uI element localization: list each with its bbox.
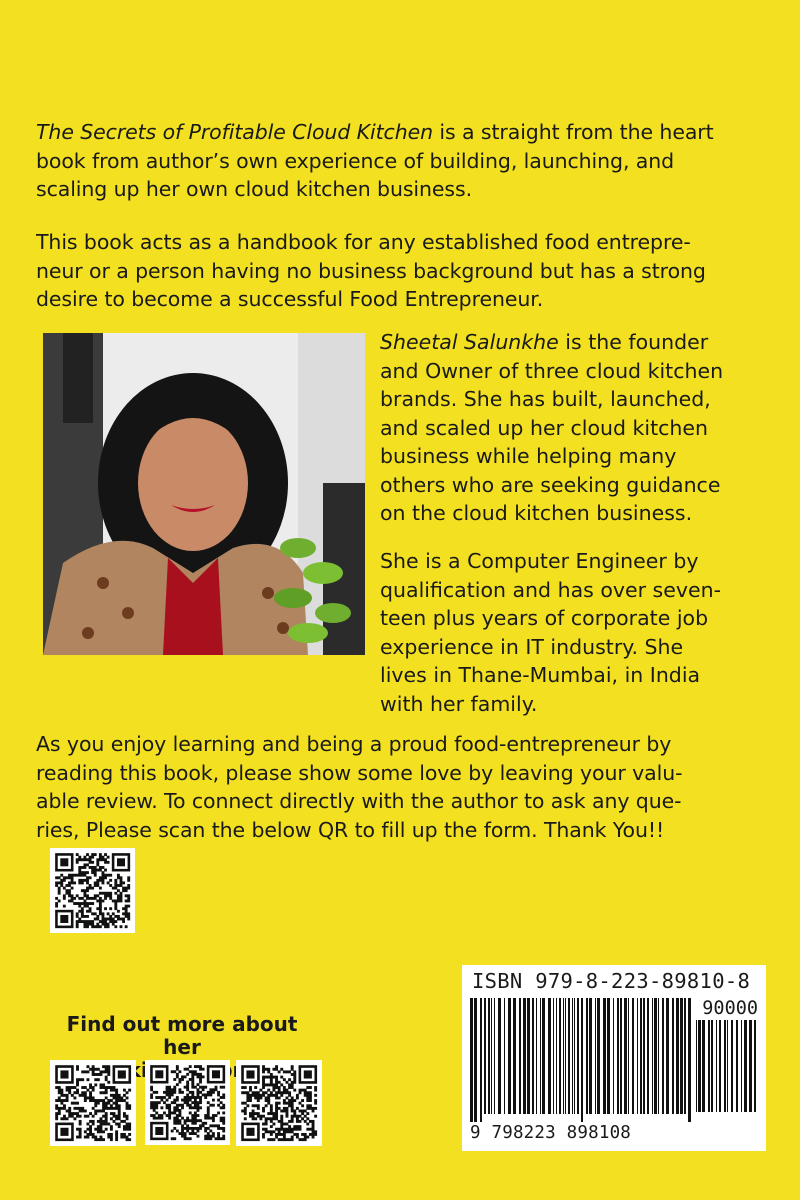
handbook-line-3: desire to become a successful Food Entrepreneur. [36,287,544,311]
author-bio-paragraph [380,328,760,528]
handbook-line-1: This book acts as a handbook for any established food entrepre- [36,230,691,254]
background-line-6: with her family. [380,691,538,716]
price-addon-barcode [696,1020,758,1120]
author-photo [43,333,365,655]
intro-paragraph [36,118,770,204]
handbook-paragraph [36,228,770,314]
brand-qr-code-2[interactable] [145,1060,230,1145]
review-line-4: ries, Please scan the below QR to fill up the form. Thank You!! [36,817,665,842]
bio-line-6: others who are seeking guidance [380,472,721,497]
bio-line-3: brands. She has built, launched, [380,387,711,411]
brands-line-1: Find out more about her [66,1012,298,1059]
background-line-5: lives in Thane-Mumbai, in India [380,663,701,687]
bio-line-4: and scaled up her cloud kitchen [380,415,709,440]
bio-line-2: and Owner of three cloud kitchen [380,358,724,383]
brand-qr-code-3[interactable] [236,1060,322,1146]
ean-barcode [470,998,692,1122]
background-line-1: She is a Computer Engineer by [380,549,699,573]
review-line-1: As you enjoy learning and being a proud food-entrepreneur by [36,732,672,756]
author-background-paragraph [380,547,760,718]
price-code: 90000 [702,998,758,1019]
bio-line-5: business while helping many [380,444,677,468]
intro-line-1: is a straight from the heart [433,120,714,144]
intro-line-2: book from author’s own experience of building, launching, and [36,148,675,173]
review-line-2: reading this book, please show some love by leaving your valu- [36,760,683,785]
review-line-3: able review. To connect directly with the author to ask any que- [36,789,682,813]
book-title: The Secrets of Profitable Cloud Kitchen [36,120,433,144]
ean-digits: 9 798223 898108 [470,1123,632,1143]
isbn-barcode-block [462,965,766,1151]
bio-line-7: on the cloud kitchen business. [380,501,693,525]
isbn-number: ISBN 979-8-223-89810-8 [472,969,751,993]
review-request-paragraph [36,730,770,844]
background-line-2: qualification and has over seven- [380,577,721,602]
author-contact-qr-code[interactable] [50,848,135,933]
handbook-line-2: neur or a person having no business background but has a strong [36,258,706,283]
bio-line-1: is the founder [558,330,709,354]
background-line-4: experience in IT industry. She [380,634,684,659]
author-name: Sheetal Salunkhe [380,330,559,354]
brand-qr-code-1[interactable] [50,1060,136,1146]
background-line-3: teen plus years of corporate job [380,606,709,630]
intro-line-3: scaling up her own cloud kitchen business. [36,177,472,201]
